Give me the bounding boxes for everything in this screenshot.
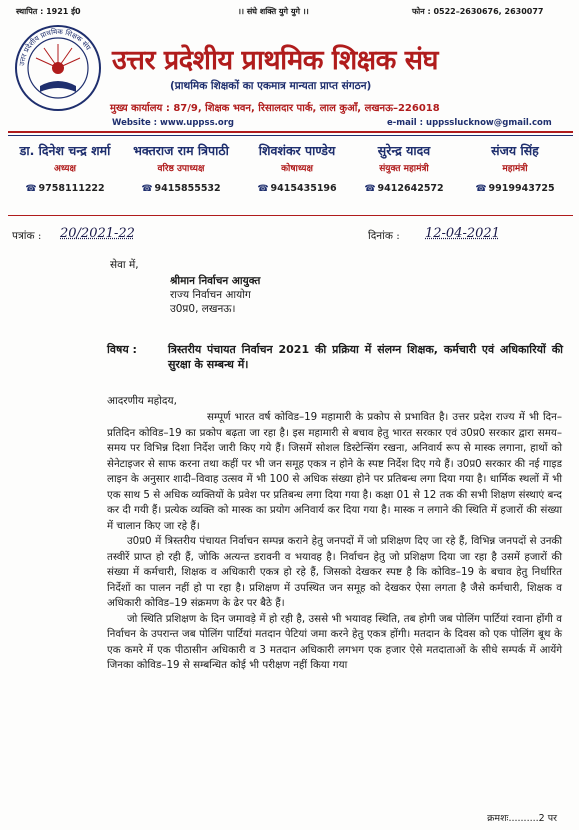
officer-joint-secretary (354, 142, 454, 194)
officer-phone: ☎ 9412642572 (354, 183, 454, 194)
officer-designation: महामंत्री (502, 164, 528, 174)
organization-tagline: (प्राथमिक शिक्षकों का एकमात्र मान्यता प्राप्त संगठन) (170, 80, 372, 92)
continued-note: क्रमशः..........2 पर (487, 813, 557, 824)
officer-phone: ☎ 9415855532 (122, 183, 240, 194)
email-text: e-mail : uppsslucknow@gmail.com (387, 118, 552, 128)
to-line: सेवा में, (110, 259, 139, 271)
recipient-line: श्रीमान निर्वाचन आयुक्त (170, 275, 261, 287)
phone-text: फोन : 0522–2630676, 2630077 (412, 7, 544, 16)
officer-name: शिवशंकर पाण्डेय (258, 143, 336, 158)
officer-designation: संयुक्त महामंत्री (379, 164, 429, 174)
header-rule-blue (8, 135, 573, 136)
recipient-line: राज्य निर्वाचन आयोग (170, 289, 251, 301)
officer-phone: ☎ 9758111222 (10, 183, 120, 194)
svg-text:उत्तर प्रदेशीय प्राथमिक शिक्षक: उत्तर प्रदेशीय प्राथमिक शिक्षक संघ (18, 27, 93, 67)
motto-text: ।। संघे शक्ति युगे युगे ।। (238, 7, 309, 16)
officer-name: संजय सिंह (491, 143, 539, 158)
officer-president (10, 142, 120, 194)
salutation: आदरणीय महोदय, (107, 395, 177, 407)
officers-rule (8, 215, 573, 216)
established-text: स्थापित : 1921 ई0 (16, 7, 81, 16)
officer-designation: वरिष्ठ उपाध्यक्ष (157, 164, 205, 174)
officer-name: सुरेन्द्र यादव (377, 143, 431, 158)
union-logo-icon (14, 24, 102, 112)
officers-row (0, 142, 579, 212)
website-text: Website : www.uppss.org (112, 118, 234, 128)
header-rule-red (8, 131, 573, 133)
officer-general-secretary (460, 142, 570, 194)
date-value: 12-04-2021 (425, 226, 500, 241)
subject-label: विषय : (107, 343, 137, 356)
body-paragraph: जो स्थिति प्रशिक्षण के दिन जमावड़े में हो रही है, उससे भी भयावह स्थिति, तब होगी जब पोलिंग पार्टियां रवाना होंगी व निर्वाचन के उपरान्त जब पोलिंग पार्टियां मतदान पेटियां जमा करने हेतु एकत्र होंगी। मतदान के दिवस को एक पोलिंग बूथ के एक कमरे में एक पीठासीन अधिकारी व 3 मतदान अधिकारी लगभग एक हजार ऐसे मतदाताओं के सीधे सम्पर्क में आयेंगे जिनका कोविड–19 से सम्बन्धित कोई भी परीक्षण नहीं किया गया (107, 612, 562, 671)
officer-phone: ☎ 9415435196 (244, 183, 350, 194)
office-address: मुख्य कार्यालय : 87/9, शिक्षक भवन, रिसालदार पार्क, लाल कुआँ, लखनऊ–226018 (110, 103, 440, 114)
officer-senior-vice-president (122, 142, 240, 194)
officer-name: डा. दिनेश चन्द्र शर्मा (19, 143, 111, 158)
body-paragraph: उ0प्र0 में त्रिस्तरीय पंचायत निर्वाचन सम्पन्न कराने हेतु जनपदों में जो प्रशिक्षण दिए जा रहे हैं, विभिन्न जनपदों से उनकी तस्वीरें प्राप्त हो रही हैं, जोकि अत्यन्त डरावनी व भयावह है। निर्वाचन हेतु जो प्रशिक्षण दिया जा रहा है उसमें हजारों की संख्या में कर्मचारी, शिक्षक व अधिकारी एकत्र हो रहे हैं, जिसको देखकर स्पष्ट है कि कोविड–19 के बचाव हेतु निर्धारित निर्देशों का पालन नहीं हो पा रहा है। प्रशिक्षण में उपस्थित जन समूह को देखकर ऐसा लगता है जैसे कर्मचारी, शिक्षक व अधिकारी कोविड–19 संक्रमण के ढेर पर बैठे हैं। (107, 535, 563, 609)
officer-designation: कोषाध्यक्ष (281, 164, 313, 174)
reference-label: पत्रांक : (12, 230, 42, 242)
recipient-line: उ0प्र0, लखनऊ। (170, 303, 236, 315)
letter-body (107, 410, 562, 674)
officer-phone: ☎ 9919943725 (460, 183, 570, 194)
body-paragraph: सम्पूर्ण भारत वर्ष कोविड–19 महामारी के प्रकोप से प्रभावित है। उत्तर प्रदेश राज्य में भी दिन–प्रतिदिन कोविड–19 का प्रकोप बढ़ता जा रहा है। इस महामारी से बचाव हेतु भारत सरकार एवं उ0प्र0 सरकार द्वारा समय–समय पर विभिन्न दिशा निर्देश जारी किए गये हैं। जिसमें सोशल डिस्टेन्सिंग रखना, अनिवार्य रूप से मास्क लगाना, हाथों को सेनेटाइजर से साफ करना तथा कहीं पर भी जन समूह एकत्र न होने के स्पष्ट निर्देश दिए गये हैं। उ0प्र0 सरकार की नई गाइड लाइन के अनुसार शादी–विवाह उत्सव में भी 100 से अधिक संख्या होने पर प्रतिबन्ध लगा दिया गया है। धार्मिक स्थलों में भी एक साथ 5 से अधिक व्यक्तियों के प्रवेश पर प्रतिबन्ध लगा दिया गया है। कक्षा 01 से 12 तक की सभी शिक्षण संस्थाएं बन्द कर दी गयी हैं। प्रत्येक व्यक्ति को मास्क का प्रयोग अनिवार्य कर दिया गया है। मास्क न लगाने की स्थिति में हजारों की संख्या में चालान किए जा रहे हैं। (107, 411, 562, 532)
subject-text: त्रिस्तरीय पंचायत निर्वाचन 2021 की प्रक्रिया में संलग्न शिक्षक, कर्मचारी एवं अधिकारियों की सुरक्षा के सम्बन्ध में। (168, 343, 563, 371)
date-label: दिनांक : (368, 230, 400, 242)
organization-name: उत्तर प्रदेशीय प्राथमिक शिक्षक संघ (112, 45, 438, 76)
officer-treasurer (244, 142, 350, 194)
officer-designation: अध्यक्ष (54, 164, 76, 174)
officer-name: भक्तराज राम त्रिपाठी (133, 143, 229, 158)
recipient-block (170, 274, 260, 316)
reference-number: 20/2021-22 (60, 226, 135, 241)
